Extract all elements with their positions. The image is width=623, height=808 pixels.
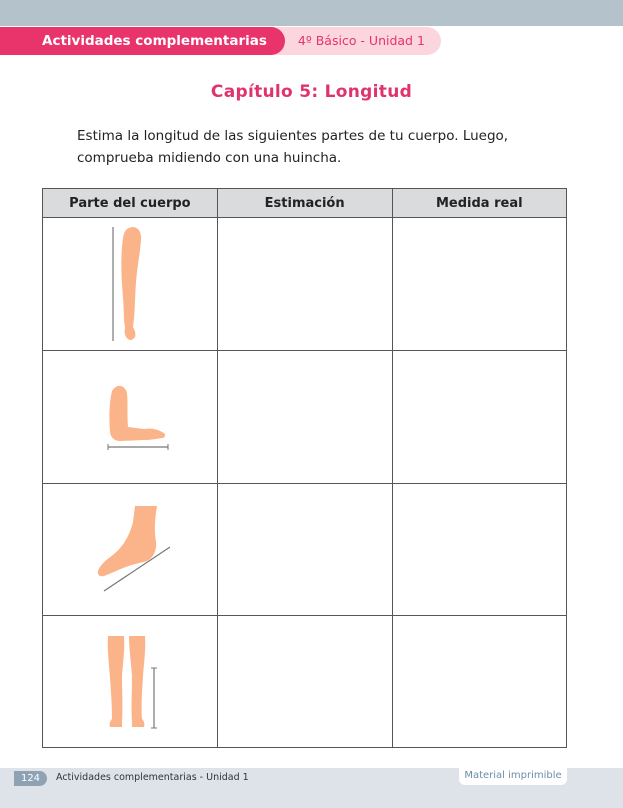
table-header-row (43, 189, 567, 218)
real-measure-cell[interactable] (392, 616, 566, 748)
real-measure-cell[interactable] (392, 218, 566, 351)
estimate-cell[interactable] (217, 218, 392, 351)
page-number: 124 (14, 771, 47, 786)
column-header-body-part: Parte del cuerpo (43, 189, 218, 218)
section-label: Actividades complementarias (0, 27, 285, 55)
instructions: Estima la longitud de las siguientes partes de tu cuerpo. Luego, comprueba midiendo con una huincha. (77, 128, 509, 166)
estimate-cell[interactable] (217, 616, 392, 748)
chapter-title: Capítulo 5: Longitud (210, 82, 413, 102)
table-row (43, 616, 567, 748)
printable-material-label: Material imprimible (459, 768, 567, 785)
table-row (43, 351, 567, 484)
foot-length-icon (90, 502, 170, 598)
body-part-cell (43, 218, 218, 351)
column-header-real-measure: Medida real (392, 189, 566, 218)
body-part-cell (43, 351, 218, 484)
real-measure-cell[interactable] (392, 351, 566, 484)
forearm-length-icon (90, 377, 170, 457)
grade-unit-label: 4º Básico - Unidad 1 (271, 27, 441, 55)
leg-length-icon (100, 632, 160, 732)
column-header-estimate: Estimación (217, 189, 392, 218)
body-part-cell (43, 484, 218, 616)
footer-text: Actividades complementarias - Unidad 1 (56, 772, 249, 783)
table-row (43, 218, 567, 351)
real-measure-cell[interactable] (392, 484, 566, 616)
body-part-cell (43, 616, 218, 748)
table-row (43, 484, 567, 616)
measure-table (42, 188, 567, 748)
estimate-cell[interactable] (217, 351, 392, 484)
header-tab (0, 27, 441, 55)
estimate-cell[interactable] (217, 484, 392, 616)
top-bar (0, 0, 623, 26)
arm-length-icon (100, 224, 160, 344)
